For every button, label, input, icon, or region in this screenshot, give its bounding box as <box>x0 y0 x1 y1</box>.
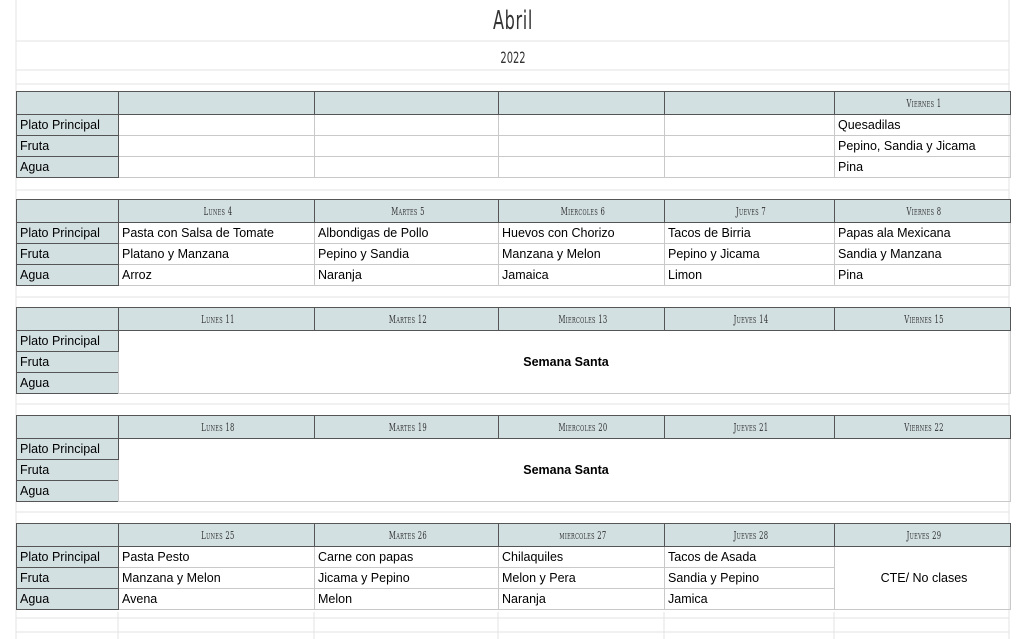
menu-cell[interactable]: Avena <box>119 589 315 610</box>
month-title: Abril <box>493 6 533 36</box>
menu-cell[interactable]: Chilaquiles <box>499 547 665 568</box>
day-header-cell[interactable] <box>499 524 665 547</box>
menu-cell[interactable]: Pina <box>835 157 1011 178</box>
day-header-label: Viernes 22 <box>904 420 944 434</box>
menu-cell[interactable] <box>119 115 315 136</box>
day-header-cell[interactable] <box>665 308 835 331</box>
row-label-cell[interactable]: Agua <box>17 589 119 610</box>
day-header-cell[interactable] <box>315 308 499 331</box>
menu-cell[interactable]: Tacos de Birria <box>665 223 835 244</box>
menu-cell[interactable]: Tacos de Asada <box>665 547 835 568</box>
row-label-cell[interactable]: Plato Principal <box>17 115 119 136</box>
row-label-cell[interactable]: Plato Principal <box>17 439 119 460</box>
day-header-label: Martes 26 <box>388 528 428 542</box>
menu-cell[interactable]: Jicama y Pepino <box>315 568 499 589</box>
menu-cell[interactable] <box>665 115 835 136</box>
day-header-label: Lunes 25 <box>201 528 235 542</box>
day-header-label: miercoles 27 <box>559 528 607 542</box>
day-header-cell[interactable] <box>499 308 665 331</box>
menu-cell[interactable]: Naranja <box>499 589 665 610</box>
merged-holiday-cell[interactable]: Semana Santa <box>119 439 1011 502</box>
menu-cell[interactable]: Albondigas de Pollo <box>315 223 499 244</box>
day-header-label: Lunes 11 <box>201 312 235 326</box>
table-row <box>17 157 1011 178</box>
menu-cell[interactable]: Quesadilas <box>835 115 1011 136</box>
day-header-cell[interactable] <box>315 92 499 115</box>
day-header-label: Jueves 28 <box>733 528 769 542</box>
row-label-cell[interactable]: Agua <box>17 373 119 394</box>
day-header-label: Viernes 8 <box>906 204 942 218</box>
menu-cell[interactable] <box>315 157 499 178</box>
row-label-cell[interactable]: Plato Principal <box>17 547 119 568</box>
day-header-label: Jueves 29 <box>906 528 942 542</box>
week-table <box>16 307 1011 394</box>
table-row <box>17 547 1011 568</box>
menu-cell[interactable]: Pepino y Sandia <box>315 244 499 265</box>
row-label-cell[interactable]: Fruta <box>17 568 119 589</box>
menu-cell[interactable] <box>315 136 499 157</box>
day-header-cell[interactable] <box>119 416 315 439</box>
day-header-cell[interactable] <box>835 524 1011 547</box>
day-header-cell[interactable] <box>665 416 835 439</box>
menu-cell[interactable]: Arroz <box>119 265 315 286</box>
day-header-cell[interactable] <box>499 416 665 439</box>
menu-cell[interactable]: Manzana y Melon <box>499 244 665 265</box>
row-label-cell[interactable]: Fruta <box>17 352 119 373</box>
day-header-cell[interactable] <box>665 200 835 223</box>
row-label-cell[interactable]: Fruta <box>17 136 119 157</box>
menu-cell[interactable]: Jamica <box>665 589 835 610</box>
week-table <box>16 523 1011 610</box>
menu-cell[interactable] <box>499 157 665 178</box>
menu-cell[interactable]: Melon y Pera <box>499 568 665 589</box>
row-label-cell[interactable]: Plato Principal <box>17 223 119 244</box>
menu-cell[interactable]: Pasta con Salsa de Tomate <box>119 223 315 244</box>
week-table <box>16 199 1011 286</box>
menu-cell[interactable] <box>499 115 665 136</box>
row-label-cell[interactable]: Agua <box>17 481 119 502</box>
day-header-label: Lunes 18 <box>201 420 235 434</box>
menu-cell[interactable]: Jamaica <box>499 265 665 286</box>
menu-cell[interactable] <box>665 157 835 178</box>
week-table <box>16 415 1011 502</box>
day-header-cell[interactable] <box>119 308 315 331</box>
row-label-cell[interactable]: Plato Principal <box>17 331 119 352</box>
day-header-cell[interactable] <box>119 92 315 115</box>
merged-note-cell[interactable]: CTE/ No clases <box>835 547 1011 610</box>
menu-cell[interactable]: Huevos con Chorizo <box>499 223 665 244</box>
row-label-cell[interactable]: Agua <box>17 157 119 178</box>
menu-cell[interactable]: Pepino y Jicama <box>665 244 835 265</box>
day-header-label: Martes 19 <box>388 420 428 434</box>
row-label-cell[interactable]: Fruta <box>17 460 119 481</box>
menu-cell[interactable] <box>119 136 315 157</box>
day-header-cell[interactable] <box>835 416 1011 439</box>
menu-cell[interactable]: Papas ala Mexicana <box>835 223 1011 244</box>
header-corner-cell[interactable] <box>17 200 119 223</box>
day-header-label: Miercoles 6 <box>560 204 606 218</box>
menu-cell[interactable]: Pepino, Sandia y Jicama <box>835 136 1011 157</box>
menu-cell[interactable] <box>499 136 665 157</box>
header-corner-cell[interactable] <box>17 308 119 331</box>
menu-cell[interactable]: Carne con papas <box>315 547 499 568</box>
header-corner-cell[interactable] <box>17 92 119 115</box>
day-header-label: Miercoles 20 <box>558 420 608 434</box>
table-row <box>17 265 1011 286</box>
menu-cell[interactable]: Melon <box>315 589 499 610</box>
day-header-cell[interactable] <box>119 200 315 223</box>
table-row <box>17 136 1011 157</box>
menu-cell[interactable] <box>315 115 499 136</box>
day-header-cell[interactable] <box>665 92 835 115</box>
day-header-cell[interactable] <box>499 200 665 223</box>
day-header-label: Viernes 1 <box>906 96 942 110</box>
menu-cell[interactable]: Manzana y Melon <box>119 568 315 589</box>
day-header-label: Miercoles 13 <box>558 312 608 326</box>
menu-cell[interactable]: Limon <box>665 265 835 286</box>
day-header-cell[interactable] <box>315 416 499 439</box>
day-header-label: Martes 12 <box>388 312 428 326</box>
day-header-cell[interactable] <box>315 524 499 547</box>
merged-holiday-cell[interactable]: Semana Santa <box>119 331 1011 394</box>
table-row <box>17 244 1011 265</box>
table-row <box>17 115 1011 136</box>
day-header-label: Martes 5 <box>391 204 425 218</box>
day-header-label: Jueves 21 <box>733 420 769 434</box>
day-header-label: Jueves 14 <box>733 312 769 326</box>
week-table <box>16 91 1011 178</box>
header-corner-cell[interactable] <box>17 416 119 439</box>
day-header-cell[interactable] <box>665 524 835 547</box>
menu-cell[interactable]: Sandia y Manzana <box>835 244 1011 265</box>
day-header-cell[interactable] <box>835 200 1011 223</box>
day-header-label: Viernes 15 <box>904 312 944 326</box>
menu-cell[interactable]: Pina <box>835 265 1011 286</box>
menu-cell[interactable] <box>119 157 315 178</box>
day-header-label: Jueves 7 <box>735 204 767 218</box>
day-header-cell[interactable] <box>315 200 499 223</box>
menu-cell[interactable]: Naranja <box>315 265 499 286</box>
menu-cell[interactable]: Sandia y Pepino <box>665 568 835 589</box>
menu-cell[interactable]: Pasta Pesto <box>119 547 315 568</box>
day-header-cell[interactable] <box>835 308 1011 331</box>
table-row <box>17 331 1011 352</box>
header-corner-cell[interactable] <box>17 524 119 547</box>
row-label-cell[interactable]: Fruta <box>17 244 119 265</box>
table-row <box>17 439 1011 460</box>
table-row <box>17 223 1011 244</box>
day-header-cell[interactable] <box>835 92 1011 115</box>
row-label-cell[interactable]: Agua <box>17 265 119 286</box>
year-title: 2022 <box>500 47 526 67</box>
day-header-cell[interactable] <box>119 524 315 547</box>
menu-cell[interactable]: Platano y Manzana <box>119 244 315 265</box>
day-header-label: Lunes 4 <box>203 204 233 218</box>
day-header-cell[interactable] <box>499 92 665 115</box>
menu-cell[interactable] <box>665 136 835 157</box>
